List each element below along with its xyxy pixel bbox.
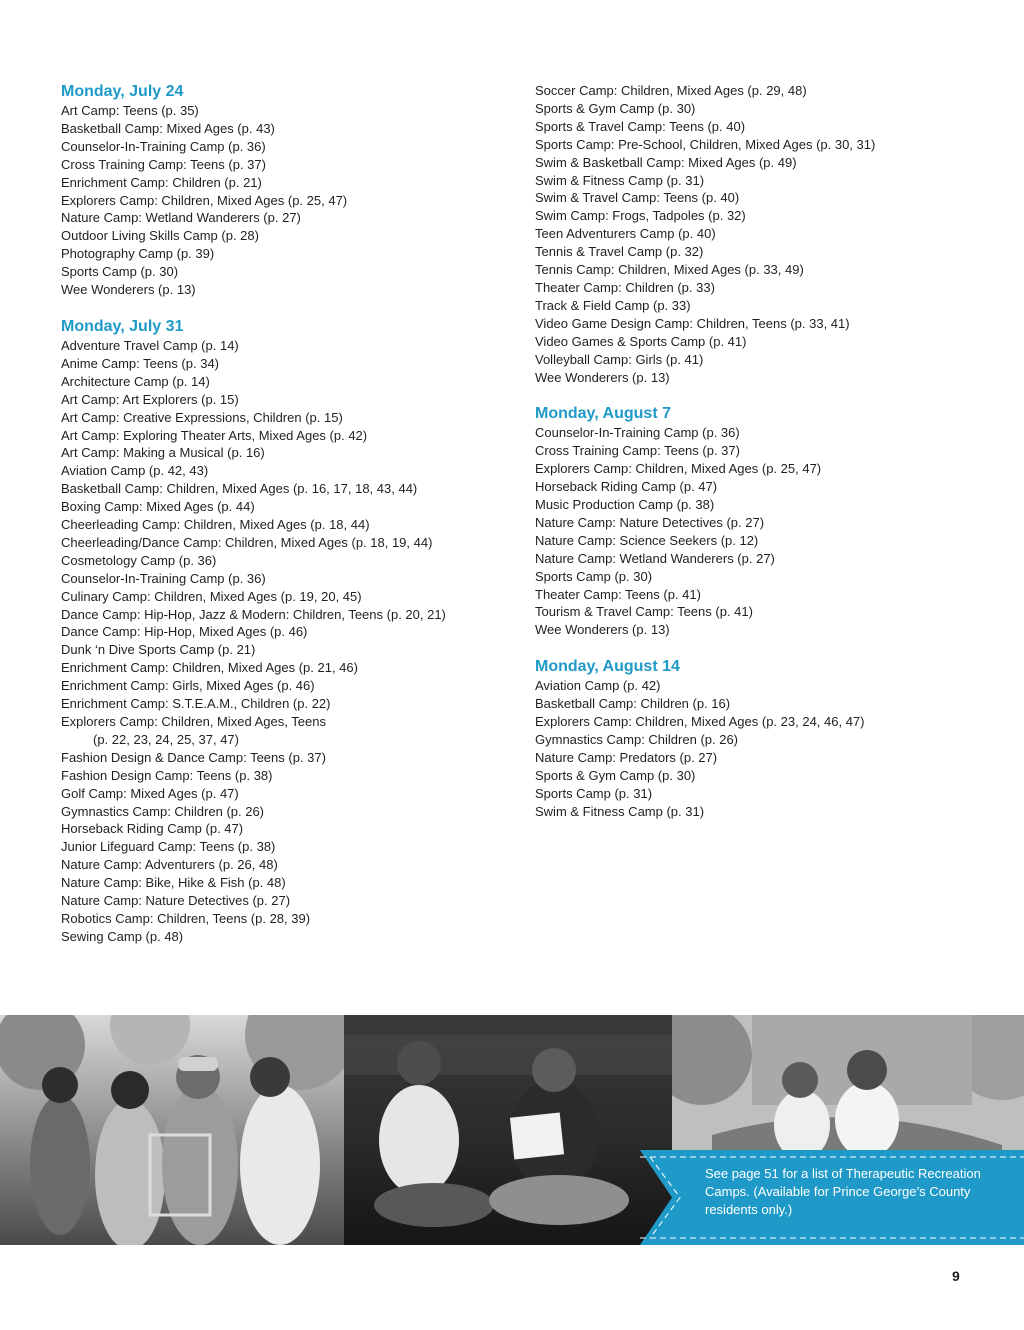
camp-list-item: Explorers Camp: Children, Mixed Ages (p. 25, 47) [61, 192, 348, 208]
camp-list-item: Aviation Camp (p. 42, 43) [61, 463, 209, 479]
camp-list-item: Art Camp: Creative Expressions, Children (p. 15) [61, 409, 343, 425]
camp-list-item: Counselor-In-Training Camp (p. 36) [535, 425, 740, 441]
camp-list-item: Enrichment Camp: Children (p. 21) [61, 174, 262, 190]
camp-list-item: Golf Camp: Mixed Ages (p. 47) [61, 785, 239, 801]
camp-list-item: Nature Camp: Adventurers (p. 26, 48) [61, 857, 278, 873]
camp-list-item: Music Production Camp (p. 38) [535, 497, 715, 513]
camp-list-item: Sports & Gym Camp (p. 30) [535, 100, 696, 116]
camp-list-item: Architecture Camp (p. 14) [61, 373, 210, 389]
section-heading: Monday, July 24 [61, 83, 184, 100]
camp-list-item: Art Camp: Making a Musical (p. 16) [61, 445, 265, 461]
camp-list-item: Soccer Camp: Children, Mixed Ages (p. 29, 48) [535, 83, 807, 98]
camp-list-item: Track & Field Camp (p. 33) [535, 297, 691, 313]
camp-list-item: Culinary Camp: Children, Mixed Ages (p. 19, 20, 45) [61, 588, 362, 604]
camp-list-item: Photography Camp (p. 39) [61, 246, 215, 262]
camp-list-item: Video Game Design Camp: Children, Teens (p. 33, 41) [535, 315, 850, 331]
camp-list-item: Cosmetology Camp (p. 36) [61, 552, 217, 568]
camp-list-item: Gymnastics Camp: Children (p. 26) [61, 803, 265, 819]
camp-list-item: Nature Camp: Science Seekers (p. 12) [535, 532, 759, 548]
camp-list-item: Robotics Camp: Children, Teens (p. 28, 39) [61, 910, 311, 926]
camp-list-item: Nature Camp: Wetland Wanderers (p. 27) [61, 210, 301, 226]
camp-list-item: Cheerleading/Dance Camp: Children, Mixed Ages (p. 18, 19, 44) [61, 534, 433, 550]
camp-list-item: Dance Camp: Hip-Hop, Mixed Ages (p. 46) [61, 624, 308, 640]
camp-list-item: Art Camp: Exploring Theater Arts, Mixed Ages (p. 42) [61, 427, 368, 443]
camp-list-item: Swim & Basketball Camp: Mixed Ages (p. 49) [535, 154, 797, 170]
camp-list-item: Theater Camp: Children (p. 33) [535, 279, 715, 295]
camp-list-item: Sewing Camp (p. 48) [61, 928, 184, 944]
camp-list [535, 424, 1005, 639]
camp-list-item: Sports & Travel Camp: Teens (p. 40) [535, 118, 746, 134]
camp-list-item: Cheerleading Camp: Children, Mixed Ages (p. 18, 44) [61, 517, 370, 533]
section-heading: Monday, August 14 [535, 658, 680, 676]
camp-list [61, 102, 511, 299]
camp-list-item: Wee Wonderers (p. 13) [61, 282, 196, 298]
photo-nature-group [0, 1015, 344, 1245]
camp-section [535, 657, 1005, 820]
right-column [535, 82, 1005, 821]
camp-list-item: Outdoor Living Skills Camp (p. 28) [61, 228, 259, 244]
camp-list-item: Sports Camp: Pre-School, Children, Mixed Ages (p. 30, 31) [535, 136, 876, 152]
camp-list-item: Explorers Camp: Children, Mixed Ages (p. 23, 24, 46, 47) [535, 714, 865, 730]
camp-list-item: Basketball Camp: Children (p. 16) [535, 696, 731, 712]
photo-theater-kids [344, 1015, 672, 1245]
camp-list-item: Tennis & Travel Camp (p. 32) [535, 244, 704, 260]
callout-text: See page 51 for a list of Therapeutic Recreation Camps. (Available for Prince George’s County residents only.) [705, 1166, 981, 1217]
camp-list-item: Swim & Fitness Camp (p. 31) [535, 803, 705, 819]
camp-section [535, 82, 1005, 386]
camp-list-item: Wee Wonderers (p. 13) [535, 369, 670, 385]
camp-list-item: Tennis Camp: Children, Mixed Ages (p. 33, 49) [535, 262, 804, 278]
camp-list-item: Enrichment Camp: Girls, Mixed Ages (p. 46) [61, 678, 315, 694]
camp-list-item: Explorers Camp: Children, Mixed Ages (p. 25, 47) [535, 461, 822, 477]
left-column [61, 82, 511, 946]
camp-list-item: Art Camp: Art Explorers (p. 15) [61, 391, 239, 407]
camp-list-item: Dunk ‘n Dive Sports Camp (p. 21) [61, 642, 256, 658]
camp-section [61, 317, 511, 946]
camp-list-item: Swim & Travel Camp: Teens (p. 40) [535, 190, 740, 206]
camp-list-item: Boxing Camp: Mixed Ages (p. 44) [61, 499, 255, 515]
camp-list-item: Enrichment Camp: Children, Mixed Ages (p. 21, 46) [61, 660, 358, 676]
camp-list-item: Nature Camp: Nature Detectives (p. 27) [535, 514, 765, 530]
camp-list-item: Enrichment Camp: S.T.E.A.M., Children (p. 22) [61, 696, 331, 712]
camp-list-item: Art Camp: Teens (p. 35) [61, 103, 199, 118]
camp-list-item: Sports Camp (p. 30) [535, 568, 653, 584]
camp-list-item: Swim Camp: Frogs, Tadpoles (p. 32) [535, 208, 746, 224]
camp-list-item: Cross Training Camp: Teens (p. 37) [535, 443, 740, 459]
camp-list [535, 677, 1005, 820]
camp-list [61, 337, 511, 946]
camp-section [61, 82, 511, 299]
camp-list-item: Basketball Camp: Mixed Ages (p. 43) [61, 120, 275, 136]
camp-list-item: Nature Camp: Predators (p. 27) [535, 749, 718, 765]
camp-list-item: Cross Training Camp: Teens (p. 37) [61, 156, 266, 172]
camp-list-item: Nature Camp: Nature Detectives (p. 27) [61, 893, 291, 909]
camp-list-item: Counselor-In-Training Camp (p. 36) [61, 138, 266, 154]
camp-list-item: Sports Camp (p. 30) [61, 264, 179, 280]
section-heading: Monday, July 31 [61, 317, 184, 335]
camp-list-item: Sports Camp (p. 31) [535, 785, 653, 801]
camp-list-item: Video Games & Sports Camp (p. 41) [535, 333, 747, 349]
camp-list-item: Anime Camp: Teens (p. 34) [61, 355, 219, 371]
camp-list-item: Fashion Design Camp: Teens (p. 38) [61, 767, 273, 783]
camp-list-item: Tourism & Travel Camp: Teens (p. 41) [535, 604, 753, 620]
page-number: 9 [952, 1268, 960, 1284]
camp-list-item: Horseback Riding Camp (p. 47) [61, 821, 244, 837]
camp-list-item: Basketball Camp: Children, Mixed Ages (p. 16, 17, 18, 43, 44) [61, 481, 418, 497]
section-heading: Monday, August 7 [535, 405, 671, 423]
camp-list-item: Adventure Travel Camp (p. 14) [61, 337, 239, 353]
camp-list-item: Gymnastics Camp: Children (p. 26) [535, 732, 739, 747]
camp-list-item: Sports & Gym Camp (p. 30) [535, 767, 696, 783]
camp-list-item: Junior Lifeguard Camp: Teens (p. 38) [61, 839, 276, 855]
camp-list-item: Nature Camp: Bike, Hike & Fish (p. 48) [61, 875, 286, 891]
camp-list-item: Volleyball Camp: Girls (p. 41) [535, 351, 704, 367]
camp-list-item: Horseback Riding Camp (p. 47) [535, 479, 718, 495]
camp-list-item: Counselor-In-Training Camp (p. 36) [61, 570, 266, 586]
camp-list-item: (p. 22, 23, 24, 25, 37, 47) [93, 731, 239, 747]
camp-list-item: Wee Wonderers (p. 13) [535, 622, 670, 638]
camp-list [535, 82, 1005, 386]
camp-section [535, 404, 1005, 639]
camp-list-item: Teen Adventurers Camp (p. 40) [535, 226, 716, 242]
camp-list-item: Fashion Design & Dance Camp: Teens (p. 37) [61, 749, 326, 765]
camp-list-item: Aviation Camp (p. 42) [535, 678, 661, 694]
camp-list-item: Theater Camp: Teens (p. 41) [535, 586, 701, 602]
camp-list-item: Swim & Fitness Camp (p. 31) [535, 172, 705, 188]
camp-list-item: Nature Camp: Wetland Wanderers (p. 27) [535, 550, 775, 566]
camp-list-item: Explorers Camp: Children, Mixed Ages, Teens [61, 714, 326, 729]
camp-list-item: Dance Camp: Hip-Hop, Jazz & Modern: Children, Teens (p. 20, 21) [61, 606, 446, 622]
